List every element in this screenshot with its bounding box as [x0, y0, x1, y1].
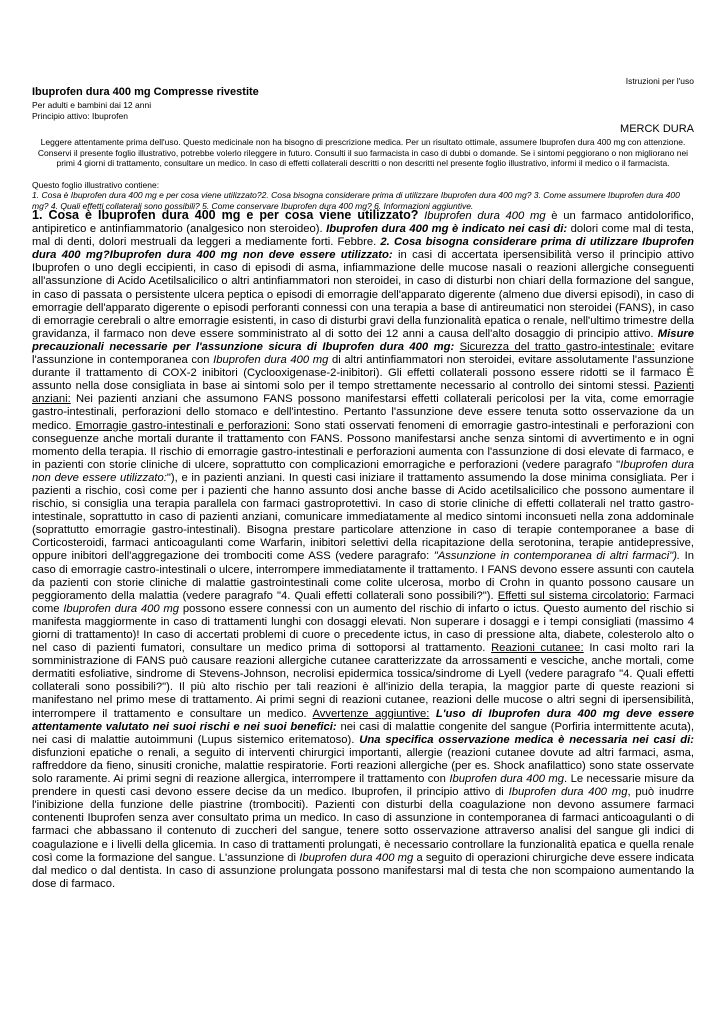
body-run: Una specifica osservazione medica è necessaria nei casi di:: [359, 733, 694, 746]
body-run: 2. Cosa bisogna considerare prima di utilizzare Ibuprofen dura 400 mg?Ibuprofen dura 400 mg non deve essere utilizzato:: [32, 236, 694, 262]
body-run: è un farmaco antidolorifico, antipiretico e antinfiammatorio (analgesico non steroideo).: [32, 210, 694, 236]
toc-items: 1. Cosa è Ibuprofen dura 400 mg e per cosa viene utilizzato?2. Cosa bisogna considerare prima di utilizzare Ibuprofen dura 400 mg? 3. Come assumere Ibuprofen dura 400 mg? 4. Quali effetti collaterali sono possibili? 5. Come conservare Ibuprofen dura 400 mg? 6. Informazioni aggiuntive.: [32, 190, 680, 211]
body-run: Farmaci come: [32, 589, 694, 615]
body-run: possono essere connessi con un aumento del rischio di infarto o ictus. Questo aumento del rischio si manifesta maggiormente in caso di trattamenti lunghi con dosaggi elevati. Non superare i dosaggi e i tempi consigliati (massimo 4 giorni di trattamento)! In caso di accertati problemi di cuore o precedente ictus, in caso di pressione alta, diabete, colesterolo alto o nel caso di pazienti fumatori, consultare un medico prima di sottoporsi al trattamento.: [32, 602, 694, 655]
body-run: Ibuprofen dura 400 mg: [213, 354, 329, 367]
body-run: Sicurezza del tratto gastro-intestinale:: [459, 340, 655, 353]
body-run: 1. Cosa è Ibuprofen dura 400 mg e per cosa viene utilizzato?: [32, 208, 419, 222]
body-run: Ibuprofen dura 400 mg: [418, 210, 546, 222]
body-run: Ibuprofen dura 400 mg: [299, 851, 414, 864]
body-run: L'uso di Ibuprofen dura 400 mg deve essere attentamente valutato nei suoi rischi e nei suoi benefici:: [32, 707, 694, 733]
body-run: Emorragie gastro-intestinali e perforazioni:: [75, 419, 290, 432]
toc-label: Questo foglio illustrativo contiene:: [32, 180, 160, 190]
body-run: In caso di emorragie castro-intestinali o ulcere, interrompere immediatamente il trattamento. I FANS devono essere assunti con cautela da pazienti con storie cliniche di malattie gastrointestinali come colite ulcerosa, morbo di Crohn in quanto possono causare un peggioramento della malattia (vedere paragrafo "4. Quali effetti collaterali sono possibili?").: [32, 550, 694, 602]
body-run: a seguito di operazioni chirurgiche deve essere indicata dal medico o dal dentista. In caso di assunzione prolungata possono manifestarsi mal di testa che non scompaiono aumentando la dose di farmaco.: [32, 851, 694, 890]
body-text: [32, 209, 694, 891]
body-run: "), e in pazienti anziani. In questi casi iniziare il trattamento assumendo la dose minima consigliata. Per i pazienti a rischio, così come per i pazienti che hanno assunto dosi anche basse di Acido acetilsalicilico che possono aumentare il rischio, si consiglia una terapia parallela con farmaci gastroprotettivi. In caso di storie cliniche di effetti collaterali nel tratto gastro-intestinale, soprattutto in caso di pazienti anziani, comunicare immediatamente al medico sintomi inconsueti nella zona addominale (soprattutto emorragie gastro-intestinali). Bisogna prestare particolare attenzione in caso di terapie contemporanee a base di Corticosteroidi, farmaci anticoagulanti come Warfarin, inibitori selettivi della ricapitazione della serotonina, terapie antidepressive, oppure inibitori dell'aggregazione dei trombociti come ASS (vedere paragrafo:: [32, 471, 694, 563]
body-run: evitare l'assunzione in contemporanea con: [32, 340, 694, 367]
body-run: Avvertenze aggiuntive:: [312, 707, 430, 720]
body-run: di altri antinfiammatori non steroidei, evitare assolutamente l'assunzione durante il trattamento di COX-2 inibitori (Cyclooxigenase-2-inibitori). Gli effetti collaterali possono essere ridotti se il farmaco È assunto nella dose consigliata in base ai sintomi solo per il tempo strettamente necessario al controllo dei sintomi stessi.: [32, 354, 694, 393]
body-run: dolori come mal di testa, mal di denti, dolori mestruali da leggeri a mediamente forti. Febbre.: [32, 223, 694, 249]
body-run: , può inudrre l'inibizione della funzione delle piastrine (trombociti). Pazienti con disturbi della coagulazione non devono assumere farmaci contenenti Ibuprofen senza aver consultato prima un medico. In caso di assunzione in contemporanea di farmaci anticoagulanti o di farmaci che abbassano il contenuto di zuccheri del sangue, tenere sotto osservazione attraverso analisi del sangue gli indici di coagulazione e i livelli della glicemia. In caso di trattamenti prolungati, è necessario controllare la funzionalità epatica e quella renale così come la formazione del sangue. L'assunzione di: [32, 786, 694, 864]
body-run: Ibuprofen dura 400 mg: [63, 602, 180, 615]
body-run: "Assunzione in contemporanea di altri farmaci").: [433, 550, 681, 563]
body-run: Pazienti anziani:: [32, 380, 694, 406]
instructions-label: Istruzioni per l'uso: [625, 76, 694, 86]
body-run: disfunzioni epatiche o renali, a seguito di interventi chirurgici importanti, allergie (reazioni cutanee dovute ad altri farmaci, asma, raffreddore da fieno, sinusiti croniche, malattie respiratorie. Forti reazioni allergiche (per es. Shock anafilattico) sono state osservate solo raramente. Ai primi segni di reazione allergica, interrompere il trattamento con: [32, 746, 694, 786]
audience-line: Per adulti e bambini dai 12 anni: [32, 100, 152, 110]
body-run: . Le necessarie misure da prendere in questi casi devono essere decise da un medico. Ibuprofen, il principio attivo di: [32, 773, 694, 799]
body-run: Ibuprofen dura 400 mg è indicato nei casi di:: [326, 223, 568, 236]
body-run: In casi molto rari la somministrazione di FANS può causare reazioni allergiche cutanee caratterizzate da arrossamenti e vesciche, anche mortali, come dermatiti esfoliative, sindrome di Stevens-Johnson, necrolisi epidermica tossica/sindrome di Lyell (vedere paragrafo "4. Quali effetti collaterali sono possibili?"). Il più alto rischio per tali reazioni è all'inizio della terapia, la maggior parte di queste reazioni si manifestano nel primo mese di trattamento. Ai primi segni di reazioni cutanee, reazioni delle mucose o altri segni di ipersensibilità, interrompere il trattamento e consultare un medico.: [32, 642, 694, 720]
body-run: in casi di accertata ipersensibilità verso il principio attivo Ibuprofen o uno degli eccipienti, in caso di episodi di asma, infiammazione delle mucose nasali o reazioni allergiche conseguenti all'assunzione di Acido Acetilsalicilico o altri antinfiammatori non steroidei, in caso di disturbi non chiari della formazione del sangue, in caso di passata o persistente ulcera peptica o episodi di emorragie dell'apparato digerente (almeno due diversi episodi), in caso di emorragie dell'apparato digerente o episodi perforanti connessi con una terapia a base di antireumatici non steroidei (FANS), in caso di emorragie cerebrali o altre emorragie esistenti, in caso di disturbi gravi della funzionalità epatica o renale, nell'ultimo trimestre della gravidanza, il farmaco non deve essere somministrato al di sotto dei 12 anni a causa dell'alto dosaggio di principio attivo.: [32, 249, 694, 340]
intro-paragraph: Leggere attentamente prima dell'uso. Questo medicinale non ha bisogno di prescrizione medica. Per un risultato ottimale, assumere Ibuprofen dura 400 mg con attenzione. Conservi il presente foglio illustrativo, potrebbe volerlo rileggere in futuro. Consulti il suo farmacista in caso di dubbi o domande. Se i sintomi peggiorano o non migliorano nei primi 4 giorni di trattamento, consultare un medico. In caso di effetti collaterali descritti o non descritti nel presente foglio illustrativo, informi il medico o il farmacista.: [37, 137, 689, 169]
body-run: Ibuprofen dura 400 mg: [508, 786, 628, 799]
company-name: MERCK DURA: [620, 123, 694, 135]
body-run: Effetti sul sistema circolatorio:: [497, 589, 650, 602]
body-run: nei casi di malattie congenite del sangue (Porfiria intermittente acuta), nei casi di malattie autoimmuni (Lupus sistemico eritematoso).: [32, 720, 695, 746]
document-title: Ibuprofen dura 400 mg Compresse rivestite: [32, 86, 259, 98]
body-run: Nei pazienti anziani che assumono FANS possono manifestarsi effetti collaterali pericolosi per la vita, come emorragie gastro-intestinali, perforazioni dello stomaco e dell'intestino. Pertanto l'assunzione deve essere tenuta sotto osservazione da un medico.: [32, 393, 694, 432]
active-ingredient-line: Principio attivo: Ibuprofen: [32, 111, 128, 121]
body-run: Ibuprofen dura non deve essere utilizzato:: [32, 458, 694, 484]
body-run: Misure precauzionali necessarie per l'assunzione sicura di Ibuprofen dura 400 mg:: [32, 327, 694, 353]
body-run: Ibuprofen dura 400 mg: [449, 773, 565, 786]
body-run: Reazioni cutanee:: [491, 642, 584, 655]
body-run: Sono stati osservati fenomeni di emorragie gastro-intestinali e perforazioni con conseguenze anche mortali durante il trattamento con FANS. Possono manifestarsi anche senza sintomi di avvertimento e in ogni momento della terapia. Il rischio di emorragie gastro-intestinali e perforazioni aumenta con l'assunzione di dosi elevate di farmaco, e in pazienti con storie cliniche di ulcere, soprattutto con complicazioni emorragiche e perforazioni (vedere paragrafo ": [32, 419, 694, 471]
